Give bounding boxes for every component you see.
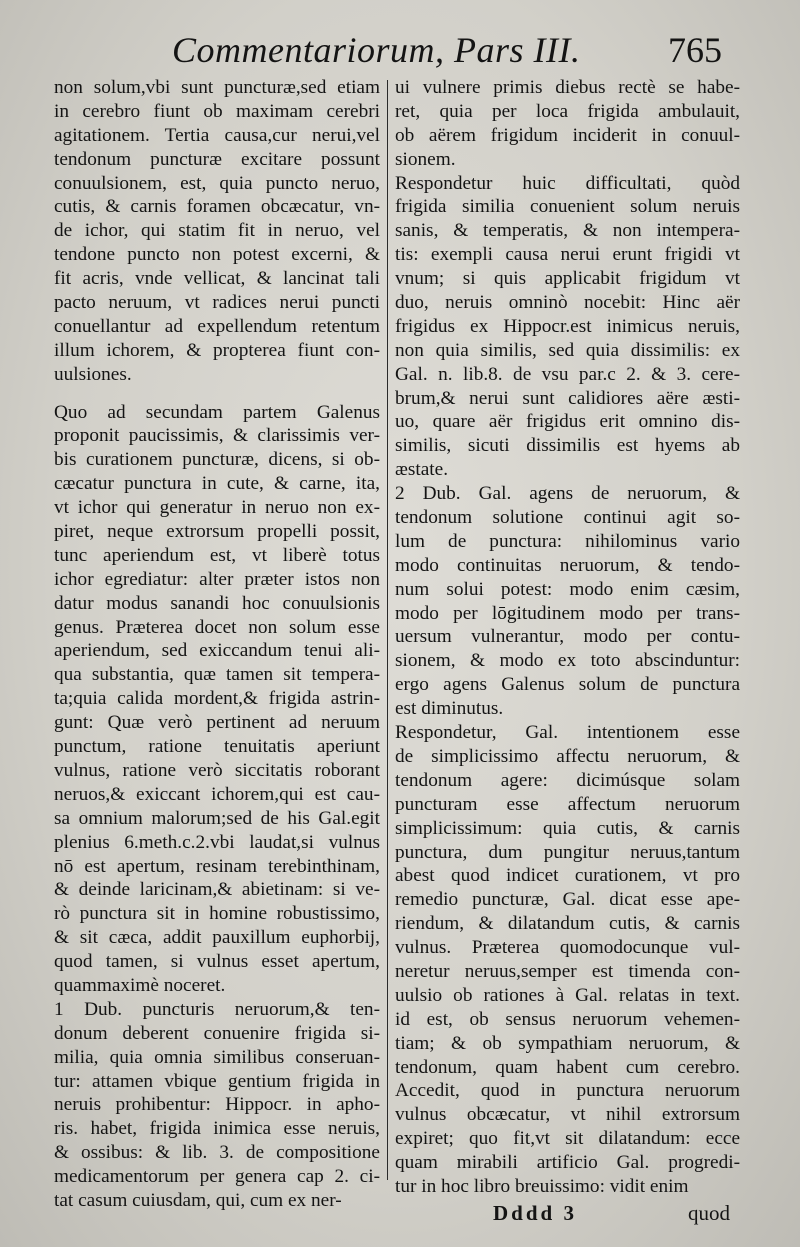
running-head-title: Commentariorum, Pars III. (172, 30, 581, 70)
text-line: cæcatur punctura in cute, & carne, ita, (54, 473, 380, 495)
text-line: num solui potest: modo enim cæsim, (395, 578, 740, 600)
running-head (0, 28, 800, 72)
text-line: genus. Præterea docet non solum esse (54, 616, 380, 638)
text-line: expiret; quo fit,vt sit dilatandum: ecce (395, 1128, 740, 1150)
text-line: de ichor, qui statim fit in neruo, vel (54, 220, 380, 242)
text-line: tis: exempli causa nerui erunt frigidi vt (395, 244, 740, 266)
text-line: ob aërem frigidum inciderit in conuul- (395, 124, 740, 146)
text-line: tur in hoc libro breuissimo: vidit enim (395, 1175, 689, 1197)
text-line: æstate. (395, 459, 449, 481)
text-line: uo, quare aër frigidus erit omnino dis- (395, 411, 740, 433)
text-line: Quo ad secundam partem Galenus (54, 401, 380, 423)
text-line: Accedit, quod in punctura neruorum (395, 1080, 740, 1102)
text-line: tendonum, quam habent cum cerebro. (395, 1056, 740, 1078)
text-line: non quia similis, sed quia dissimilis: ex (395, 339, 740, 361)
text-line: quam mirabili artificio Gal. progredi- (395, 1152, 740, 1174)
text-line: id est, ob sensus neruorum vehemen- (395, 1008, 740, 1030)
text-line: frigida similia conuenient solum neruis (395, 196, 740, 218)
text-line: quod tamen, si vulnus esset apertum, (54, 951, 380, 973)
text-line: est diminutus. (395, 698, 504, 720)
text-line: simplicissimum: quia cutis, & carnis (395, 817, 740, 839)
text-line: tendonum puncturæ excitare possunt (54, 148, 380, 170)
text-line: gunt: Quæ verò pertinent ad neruum (54, 712, 380, 734)
text-line: agitationem. Tertia causa,cur nerui,vel (54, 124, 380, 146)
text-line: ergo agens Galenus solum de punctura (395, 674, 740, 696)
text-line: vulnus obcæcatur, vt nihil extrorsum (395, 1104, 740, 1126)
text-line: tunc aperiendum est, vt liberè totus (54, 544, 380, 566)
text-line: tiam; & ob sympathiam neruorum, & (395, 1032, 740, 1054)
text-line: sionem, & modo ex toto abscinduntur: (395, 650, 740, 672)
text-line: vnum; si quis applicabit frigidum vt (395, 268, 740, 290)
text-line: uulsiones. (54, 363, 132, 385)
text-line: vulnus, ratione verò siccitatis roborant (54, 759, 380, 781)
text-line: bis curationem puncturæ, dicens, si ob- (54, 449, 380, 471)
text-line: tendonum agere: dicimúsque solam (395, 769, 740, 791)
text-line: sa omnium malorum;sed de his Gal.egit (54, 807, 380, 829)
text-line: & deinde laricinam,& abietinam: si ve- (54, 879, 380, 901)
paragraph-gap (54, 387, 380, 401)
text-line: tat casum cuiusdam, qui, cum ex ner- (54, 1189, 342, 1211)
text-line: ris. habet, frigida inimica esse neruis, (54, 1118, 380, 1140)
text-line: riendum, & dilatandum cutis, & carnis (395, 913, 740, 935)
text-line: conuellantur ad expellendum retentum (54, 315, 380, 337)
text-line: nō est apertum, resinam terebinthinam, (54, 855, 380, 877)
text-line: non solum,vbi sunt puncturæ,sed etiam (54, 77, 380, 98)
text-line: quammaximè noceret. (54, 974, 226, 996)
text-line: sanis, & temperatis, & non intempera- (395, 220, 740, 242)
text-line: & sit cæca, addit pauxillum euphorbij, (54, 927, 380, 949)
text-line: lum de punctura: nihilominus vario (395, 530, 740, 552)
text-line: Respondetur huic difficultati, quòd (395, 172, 740, 194)
text-line: tendone puncto non potest excerni, & (54, 244, 380, 266)
text-line: Gal. n. lib.8. de vsu par.c 2. & 3. cere- (395, 363, 740, 385)
text-line: conuulsionem, est, quia puncto neruo, (54, 172, 380, 194)
text-line: cutis, & carnis foramen obcæcatur, vn- (54, 196, 380, 218)
text-line: remedio puncturæ, Gal. dicat esse ape- (395, 889, 740, 911)
text-line: ta;quia calida mordent,& frigida astrin- (54, 688, 380, 710)
text-line: piret, neque extrorsum propelli possit, (54, 521, 380, 543)
text-line: ichor egrediatur: alter præter istos non (54, 568, 380, 590)
text-line: ui vulnere primis diebus rectè se habe- (395, 77, 740, 98)
text-line: Respondetur, Gal. intentionem esse (395, 722, 740, 744)
text-line: aperiendum, sed exiccandum tenui ali- (54, 640, 380, 662)
text-line: pacto neruum, vt radices nerui puncti (54, 292, 380, 314)
text-line: donum deberent conuenire frigida si- (54, 1022, 380, 1044)
text-line: in cerebro fiunt ob maximam cerebri (54, 100, 380, 122)
text-line: uersum vulnerantur, modo per contu- (395, 626, 740, 648)
text-line: puncturam esse affectum neruorum (395, 793, 740, 815)
text-line: qua substantia, quæ tamen sit tempera- (54, 664, 380, 686)
text-line: rò punctura sit in homine robustissimo, (54, 903, 380, 925)
text-line: medicamentorum per genera cap 2. ci- (54, 1166, 380, 1188)
column-divider (387, 80, 388, 1180)
text-line: illum ichorem, & propterea fiunt con- (54, 339, 380, 361)
text-line: punctura, dum pungitur neruus,tantum (395, 841, 740, 863)
text-line: 1 Dub. puncturis neruorum,& ten- (54, 998, 380, 1020)
text-line: fit acris, vnde vellicat, & lancinat tali (54, 268, 380, 290)
text-line: datur modus sanandi hoc conuulsionis (54, 592, 380, 614)
text-line: frigidus ex Hippocr.est inimicus neruis, (395, 315, 740, 337)
text-line: abest quod indicet curationem, vt pro (395, 865, 740, 887)
text-line: 2 Dub. Gal. agens de neruorum, & (395, 483, 740, 505)
text-line: brum,& nerui sunt calidiores aëre æsti- (395, 387, 740, 409)
text-line: plenius 6.meth.c.2.vbi laudat,si vulnus (54, 831, 380, 853)
text-line: de simplicissimo affectu neruorum, & (395, 745, 740, 767)
text-line: milia, quia omnia similibus conseruan- (54, 1046, 380, 1068)
text-line: proponit paucissimis, & clarissimis ver- (54, 425, 380, 447)
text-line: similis, sicuti dissimilis est hyems ab (395, 435, 740, 457)
text-line: tur: attamen vbique gentium frigida in (54, 1070, 380, 1092)
text-line: vt ichor qui generatur in neruo non ex- (54, 497, 380, 519)
page-footer (0, 1198, 800, 1228)
left-text-column (54, 76, 380, 1213)
text-line: punctum, ratione tenuitatis aperiunt (54, 736, 380, 758)
right-text-column (395, 76, 740, 1199)
text-line: tendonum solutione continui agit so- (395, 507, 740, 529)
text-line: vulnus. Præterea quomodocunque vul- (395, 937, 740, 959)
text-line: ret, quia per loca frigida ambulauit, (395, 100, 740, 122)
text-line: uulsio ob rationes à Gal. relatas in text. (395, 984, 740, 1006)
catchword: quod (688, 1201, 730, 1225)
text-line: & ossibus: & lib. 3. de compositione (54, 1142, 380, 1164)
signature-mark: Dddd 3 (493, 1201, 577, 1225)
text-line: sionem. (395, 148, 456, 170)
text-line: neruos,& exiccant ichorem,qui est cau- (54, 783, 380, 805)
page-number: 765 (668, 30, 722, 70)
text-line: duo, neruis omninò nocebit: Hinc aër (395, 292, 740, 314)
text-line: neruis prohibentur: Hippocr. in apho- (54, 1094, 380, 1116)
text-line: modo per lōgitudinem modo per trans- (395, 602, 740, 624)
text-line: modo continuitas neruorum, & tendo- (395, 554, 740, 576)
text-line: neretur neruus,semper est timenda con- (395, 960, 740, 982)
